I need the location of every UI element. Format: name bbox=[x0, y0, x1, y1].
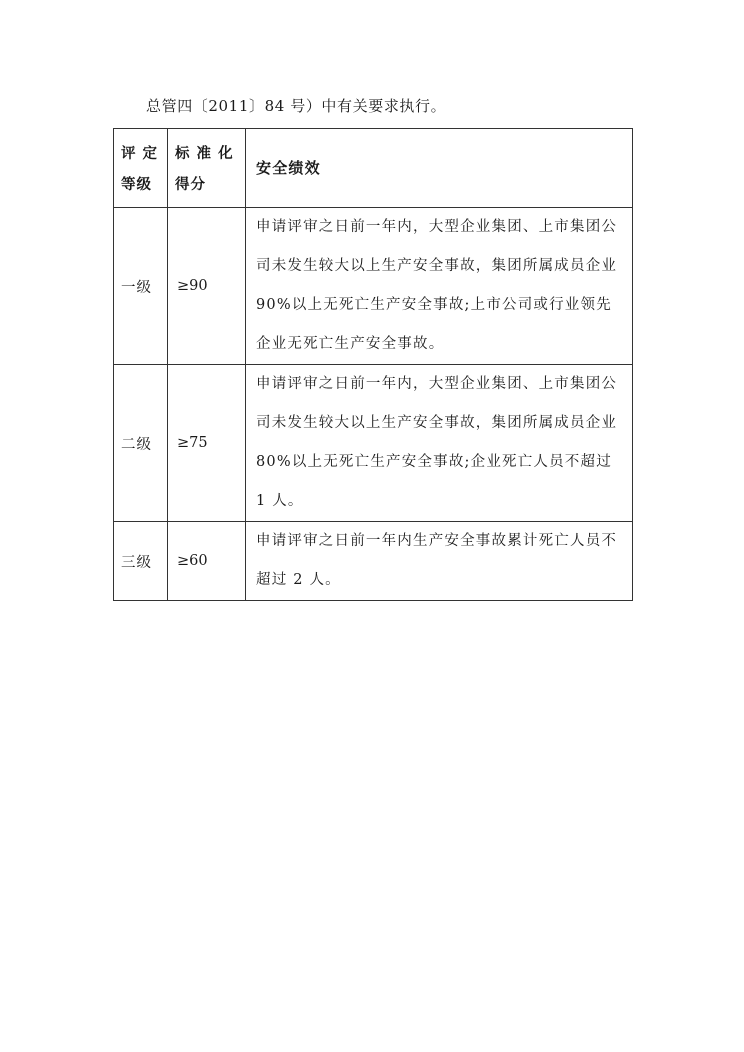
description-cell: 申请评审之日前一年内生产安全事故累计死亡人员不超过 2 人。 bbox=[246, 522, 633, 601]
table-row bbox=[114, 522, 633, 601]
header-performance: 安全绩效 bbox=[246, 129, 633, 208]
score-cell: ≥90 bbox=[168, 208, 246, 365]
description-cell: 申请评审之日前一年内，大型企业集团、上市集团公司未发生较大以上生产安全事故，集团所属成员企业 90%以上无死亡生产安全事故;上市公司或行业领先企业无死亡生产安全事故。 bbox=[246, 208, 633, 365]
header-score-line1: 标 准 化 bbox=[175, 145, 234, 162]
description-cell: 申请评审之日前一年内，大型企业集团、上市集团公司未发生较大以上生产安全事故，集团所属成员企业 80%以上无死亡生产安全事故;企业死亡人员不超过 1 人。 bbox=[246, 365, 633, 522]
table-row bbox=[114, 208, 633, 365]
score-cell: ≥60 bbox=[168, 522, 246, 601]
header-level-line1: 评 定 bbox=[121, 145, 159, 162]
header-score-line2: 得分 bbox=[175, 176, 206, 193]
score-cell: ≥75 bbox=[168, 365, 246, 522]
header-level bbox=[114, 129, 168, 208]
header-row bbox=[114, 129, 633, 208]
table-row bbox=[114, 365, 633, 522]
level-cell: 一级 bbox=[114, 208, 168, 365]
intro-text: 总管四〔2011〕84 号）中有关要求执行。 bbox=[146, 97, 447, 115]
level-cell: 三级 bbox=[114, 522, 168, 601]
header-level-line2: 等级 bbox=[121, 176, 152, 193]
level-cell: 二级 bbox=[114, 365, 168, 522]
grading-table bbox=[113, 128, 633, 601]
header-score bbox=[168, 129, 246, 208]
